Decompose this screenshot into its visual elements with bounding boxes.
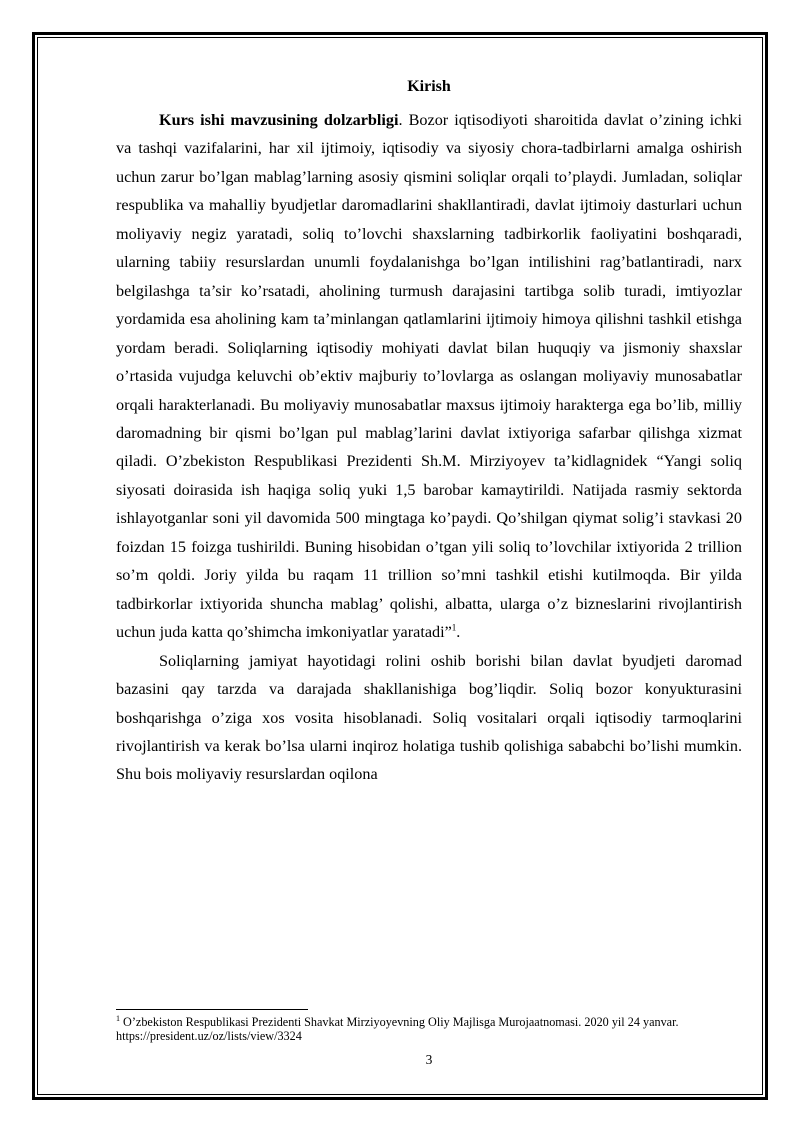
footnote-marker: 1: [116, 1013, 120, 1023]
paragraph-text: . Bozor iqtisodiyoti sharoitida davlat o’zining ichki va tashqi vazifalarini, har xil ijtimoiy, iqtisodiy va siyosiy chora-tadbirlarni amalga oshirish uchun zarur bo’lgan mablag’larning asosiy qismini soliqlar orqali to’playdi. Jumladan, soliqlar respublika va mahalliy byudjetlar daromadlarini shakllantiradi, davlat ijtimoiy dasturlari uchun moliyaviy negiz yaratadi, soliq to’lovchi shaxslarning tadbirkorlik faoliyatini boshqaradi, ularning tabiiy resurslardan unumli foydalanishga bo’lgan intilishini rag’batlantiradi, narx belgilashga ta’sir ko’rsatadi, aholining turmush darajasini tartibga solib turadi, imtiyozlar yordamida esa aholining kam ta’minlangan qatlamlarini ijtimoiy himoya qilishni tashkil etishga yordam beradi. Soliqlarning iqtisodiy mohiyati davlat bilan huquqiy va jismoniy shaxslar o’rtasida vujudga keluvchi ob’ektiv majburiy to’lovlarga as oslangan moliyaviy munosabatlar orqali harakterlanadi. Bu moliyaviy munosabatlar maxsus ijtimoiy harakterga ega bo’lib, milliy daromadning bir qismi bo’lgan pul mablag’larini davlat ixtiyoriga safarbar qilishga xizmat qiladi. O’zbekiston Respublikasi Prezidenti Sh.M. Mirziyoyev ta’kidlagnidek “Yangi soliq siyosati doirasida ish haqiga soliq yuki 1,5 barobar kamaytirildi. Natijada rasmiy sektorda ishlayotganlar soni yil davomida 500 mingtaga ko’paydi. Qo’shilgan qiymat solig’i stavkasi 20 foizdan 15 foizga tushirildi. Buning hisobidan o’tgan yili soliq to’lovchilar ixtiyorida 2 trillion so’m qoldi. Joriy yilda bu raqam 11 trillion so’mni tashkil etishi kutilmoqda. Bir yilda tadbirkorlar ixtiyorida shuncha mablag’ qolishi, albatta, ularga o’z bizneslarini rivojlantirish uchun juda katta qo’shimcha imkoniyatlar yaratadi”: [116, 111, 742, 642]
paragraph-end: .: [456, 623, 461, 642]
footnote-text: O’zbekiston Respublikasi Prezidenti Shavkat Mirziyoyevning Oliy Majlisga Murojaatnomasi. 2020 yil 24 yanvar. https://president.uz/oz/lists/view/3324: [116, 1015, 679, 1043]
footnote: [116, 1015, 742, 1043]
page-title: Kirish: [407, 78, 451, 95]
page-number: 3: [425, 1052, 433, 1067]
paragraph-taxes-role: Soliqlarning jamiyat hayotidagi rolini oshib borishi bilan davlat byudjeti daromad bazasini qay tarzda va darajada shakllanishiga bog’liqdir. Soliq bozor konyukturasini boshqarishga o’ziga xos vosita hisoblanadi. Soliq vositalari orqali iqtisodiy tarmoqlarini rivojlantirish va kerak bo’lsa ularni inqiroz holatiga tushib qolishiga sababchi bo’lishi mumkin. Shu bois moliyaviy resurslardan oqilona: [116, 651, 742, 784]
footnote-reference[interactable]: 1: [451, 622, 457, 633]
document-body: [116, 76, 742, 789]
paragraph-relevance: [116, 106, 742, 647]
paragraph-lead: Kurs ishi mavzusining dolzarbligi: [159, 111, 399, 129]
footnote-separator: [116, 1009, 308, 1010]
